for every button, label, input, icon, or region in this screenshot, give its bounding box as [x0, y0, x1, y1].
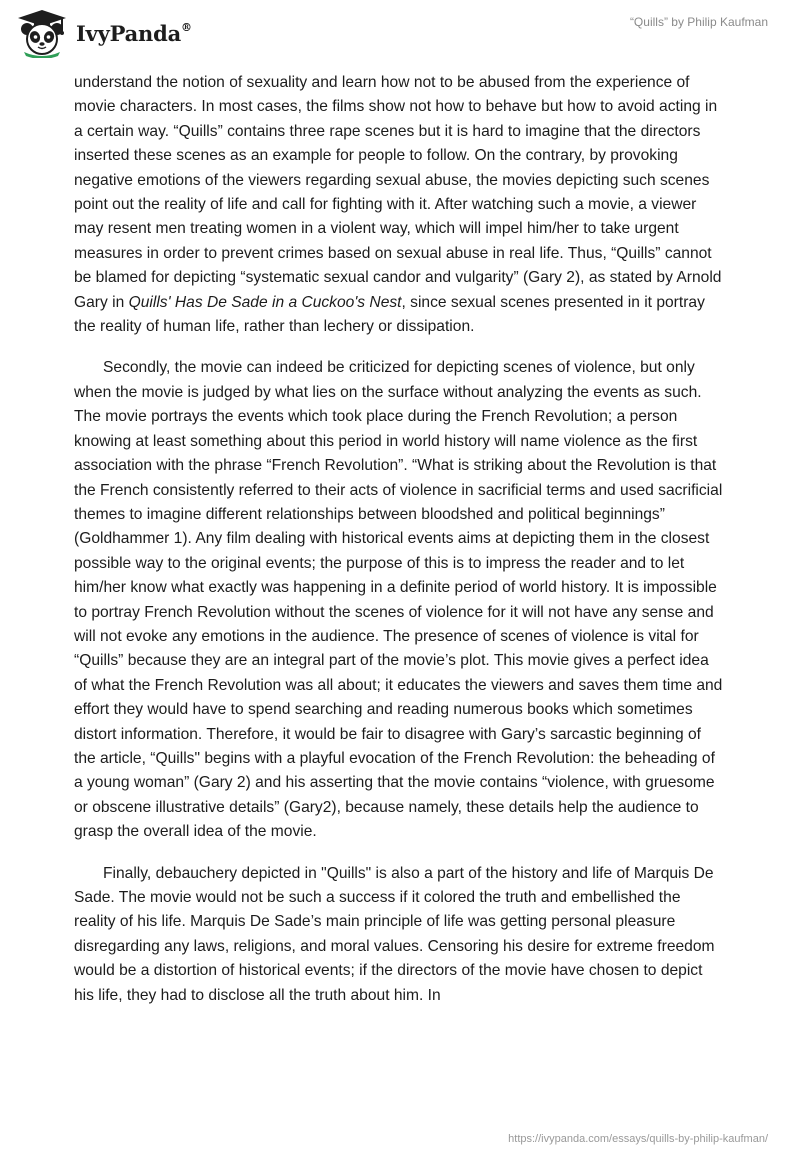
brand-name: IvyPanda®: [76, 20, 192, 46]
paragraph-1: understand the notion of sexuality and learn how not to be abused from the experience of movie characters. In most cases, the films show not how to behave but how to avoid acting in a certain way. “Quills” contains three rape scenes but it is hard to imagine that the directors inserted these scenes as an example for people to follow. On the contrary, by provoking negative emotions of the viewers regarding sexual abuse, the movies depicting such scenes point out the reality of life and call for fighting with it. After watching such a movie, a viewer may resent men treating women in a violent way, which will impel him/her to take urgent measures in order to prevent crimes based on sexual abuse in real life. Thus, “Quills” cannot be blamed for depicting “systematic sexual candor and vulgarity” (Gary 2), as stated by Arnold Gary in Quills' Has De Sade in a Cuckoo's Nest, since sexual scenes presented in it portray the reality of human life, rather than lechery or dissipation.: [74, 74, 722, 336]
source-url[interactable]: https://ivypanda.com/essays/quills-by-philip-kaufman/: [508, 1133, 768, 1145]
page-header: [0, 0, 800, 70]
ivypanda-logo[interactable]: [14, 8, 192, 58]
paragraph-2: Secondly, the movie can indeed be criticized for depicting scenes of violence, but only when the movie is judged by what lies on the surface without analyzing the events as such. The movie portrays the events which took place during the French Revolution; a person knowing at least something about this period in world history will name violence as the first association with the phrase “French Revolution”. “What is striking about the Revolution is that the French consistently referred to their acts of violence in sacrificial terms and used sacrificial themes to imagine different relationships between bloodshed and political beginnings” (Goldhammer 1). Any film dealing with historical events aims at depicting them in the closest possible way to the original events; the purpose of this is to impress the reader and to let him/her know what exactly was happening in a definite period of world history. It is impossible to portray French Revolution without the scenes of violence for it will not have any sense and will not evoke any emotions in the audience. The presence of scenes of violence is vital for “Quills” because they are an integral part of the movie’s plot. This movie gives a perfect idea of what the French Revolution was all about; it educates the viewers and saves them time and effort they would have to spend searching and reading numerous books which sometimes distort information. Therefore, it would be fair to disagree with Gary’s sarcastic beginning of the article, “Quills" begins with a playful evocation of the French Revolution: the beheading of a young woman” (Gary 2) and his asserting that the movie contains “violence, with gruesome or obscene illustrative details” (Gary2), because namely, these details help the audience to grasp the overall idea of the movie.: [74, 359, 723, 841]
document-title: “Quills” by Philip Kaufman: [629, 15, 768, 29]
panda-graduate-icon: [14, 8, 70, 58]
essay-body: [74, 71, 724, 1025]
paragraph-3: Finally, debauchery depicted in "Quills" is also a part of the history and life of Marquis De Sade. The movie would not be such a success if it colored the truth and embellished the reality of his life. Marquis De Sade’s main principle of life was getting personal pleasure disregarding any laws, religions, and moral values. Censoring his desire for extreme freedom would be a distortion of historical events; if the directors of the movie have chosen to depict his life, they had to disclose all the truth about him. In: [74, 864, 715, 1004]
cited-article-title: Quills' Has De Sade in a Cuckoo's Nest: [128, 293, 402, 311]
